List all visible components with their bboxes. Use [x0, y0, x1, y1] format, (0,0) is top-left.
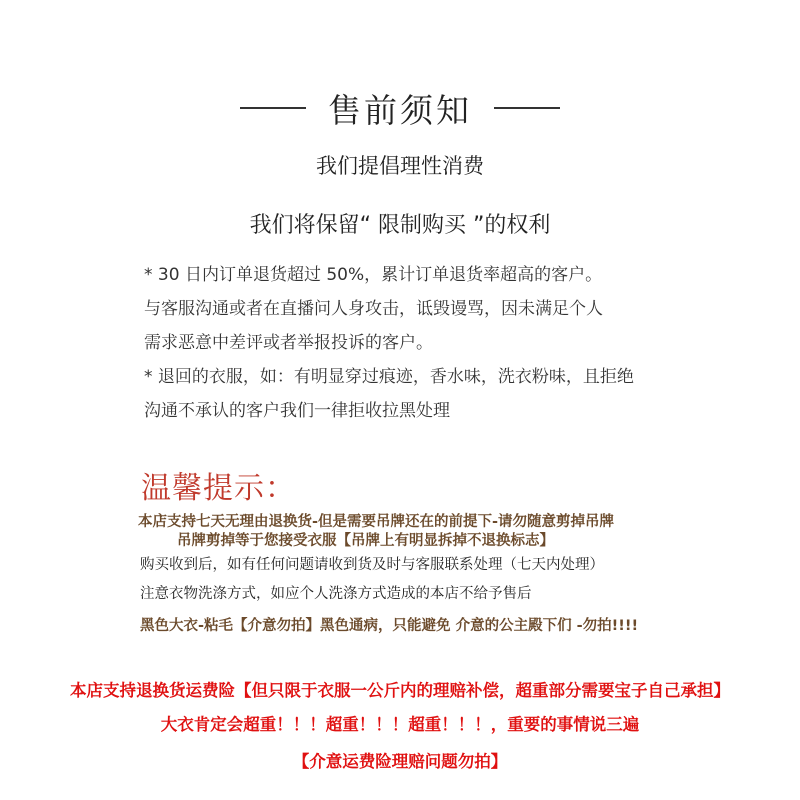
title-right-divider [494, 107, 560, 109]
title-left-divider [240, 107, 306, 109]
rule-line-2: 与客服沟通或者在直播问人身攻击，诋毁谩骂，因未满足个人 [144, 299, 603, 319]
rule-line-4: * 退回的衣服，如：有明显穿过痕迹，香水味，洗衣粉味，且拒绝 [144, 367, 634, 387]
rule-line-3: 需求恶意中差评或者举报投诉的客户。 [144, 333, 433, 353]
tip-line-tag-removed: 吊牌剪掉等于您接受衣服【吊牌上有明显拆掉不退换标志】 [177, 533, 554, 549]
page-title: 售前须知 [328, 90, 472, 130]
notice-overweight: 大衣肯定会超重！！！超重！！！超重！！！，重要的事情说三遍 [160, 715, 640, 734]
rule-line-5: 沟通不承认的客户我们一律拒收拉黑处理 [144, 401, 450, 421]
tip-line-black-coat: 黑色大衣-粘毛【介意勿拍】黑色通病，只能避免 介意的公主殿下们 -勿拍!!!! [140, 618, 639, 634]
tip-line-tag-policy: 本店支持七天无理由退换货-但是需要吊牌还在的前提下-请勿随意剪掉吊牌 [138, 514, 615, 530]
tip-line-contact: 购买收到后，如有任何问题请收到货及时与客服联系处理（七天内处理） [140, 557, 604, 573]
rule-line-1: * 30 日内订单退货超过 50%，累计订单退货率超高的客户。 [144, 265, 603, 285]
tips-heading: 温馨提示： [141, 471, 296, 506]
title-row [0, 80, 800, 136]
notice-freight-insurance: 本店支持退换货运费险【但只限于衣服一公斤内的理赔补偿，超重部分需要宝子自己承担】 [70, 681, 730, 700]
tip-line-washing: 注意衣物洗涤方式，如应个人洗涤方式造成的本店不给予售后 [140, 586, 532, 602]
subtitle-purchase-restriction: 我们将保留“ 限制购买 ”的权利 [249, 213, 551, 238]
subtitle-rational-consumption: 我们提倡理性消费 [316, 154, 484, 178]
notice-do-not-buy: 【介意运费险理赔问题勿拍】 [292, 752, 508, 771]
